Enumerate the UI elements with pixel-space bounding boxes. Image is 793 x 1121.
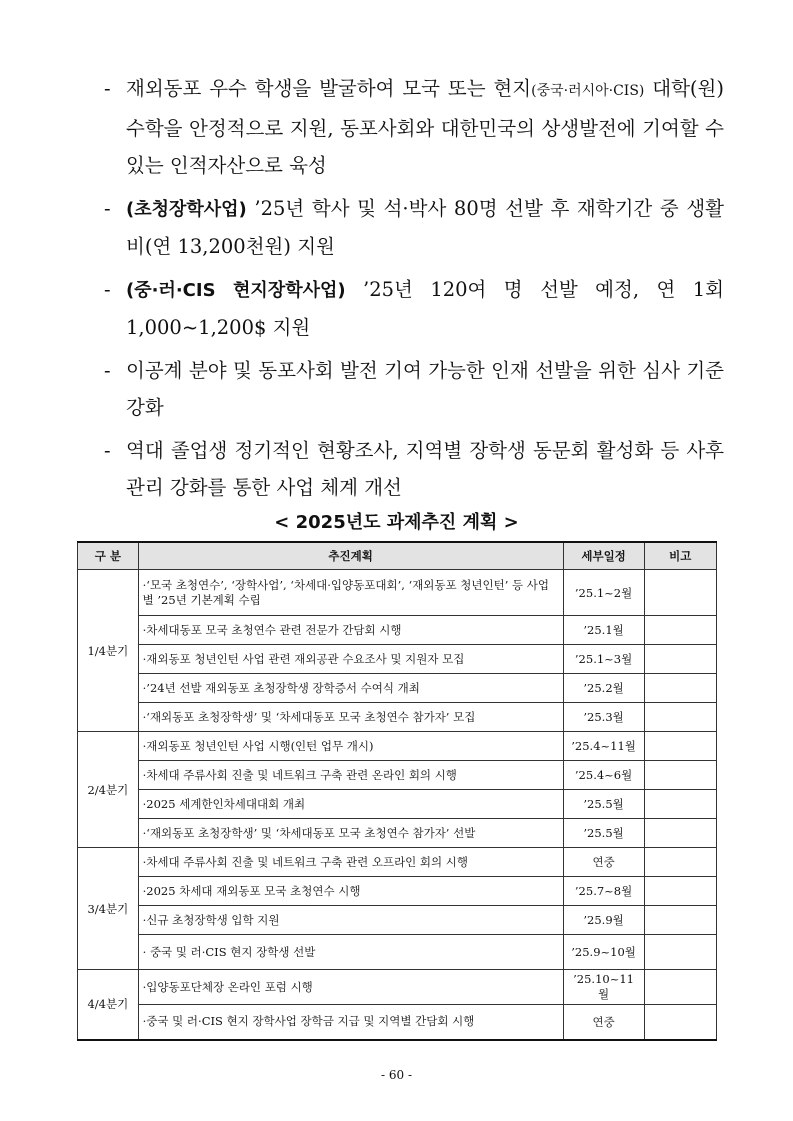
plan-cell: ·차세대 주류사회 진출 및 네트워크 구축 관련 온라인 회의 시행 — [138, 761, 563, 790]
bullet-item — [104, 190, 724, 265]
table-row — [78, 819, 717, 848]
plan-cell: ·‘재외동포 초청장학생’ 및 ‘차세대동포 모국 초청연수 참가자’ 모집 — [138, 703, 563, 732]
bullet-item — [104, 70, 724, 184]
plan-cell: ·재외동포 청년인턴 사업 관련 재외공관 수요조사 및 지원자 모집 — [138, 645, 563, 674]
schedule-cell: ’25.5월 — [563, 819, 644, 848]
note-cell — [644, 790, 716, 819]
bullet-dash: - — [104, 439, 111, 462]
plan-cell: ·중국 및 러·CIS 현지 장학사업 장학금 지급 및 지역별 간담회 시행 — [138, 1005, 563, 1040]
header-quarter: 구 분 — [78, 542, 139, 570]
bullet-dash: - — [104, 359, 111, 382]
bullet-text: ’25년 120여 명 선발 예정, 연 1회 1,000~1,200$ 지원 — [126, 278, 724, 339]
table-row — [78, 616, 717, 645]
table-row — [78, 877, 717, 906]
note-cell — [644, 877, 716, 906]
schedule-cell: ’25.7~8월 — [563, 877, 644, 906]
note-cell — [644, 819, 716, 848]
bullet-dash: - — [104, 77, 111, 100]
table-row — [78, 674, 717, 703]
bullet-lead: (중·러·CIS 현지장학사업) — [126, 280, 346, 301]
note-cell — [644, 645, 716, 674]
plan-cell: ·‘재외동포 초청장학생’ 및 ‘차세대동포 모국 초청연수 참가자’ 선발 — [138, 819, 563, 848]
note-cell — [644, 761, 716, 790]
note-cell — [644, 616, 716, 645]
plan-cell: ·재외동포 청년인턴 사업 시행(인턴 업무 개시) — [138, 732, 563, 761]
schedule-cell: ’25.1~2월 — [563, 570, 644, 616]
quarter-label: 4/4분기 — [78, 970, 139, 1040]
bullet-dash: - — [104, 197, 111, 220]
schedule-cell: ’25.4~11월 — [563, 732, 644, 761]
table-row — [78, 906, 717, 935]
bullet-list — [104, 70, 724, 512]
note-cell — [644, 570, 716, 616]
schedule-cell: ’25.4~6월 — [563, 761, 644, 790]
plan-cell: ·차세대 주류사회 진출 및 네트워크 구축 관련 오프라인 회의 시행 — [138, 848, 563, 877]
schedule-cell: ’25.2월 — [563, 674, 644, 703]
quarter-label: 1/4분기 — [78, 570, 139, 732]
bullet-rest-text: 대학(원) 수학을 안정적으로 지원, 동포사회와 대한민국의 상생발전에 기여할 수 있는 인적자산으로 육성 — [126, 77, 724, 177]
schedule-cell: ’25.9월 — [563, 906, 644, 935]
table-row — [78, 570, 717, 616]
plan-cell: ·2025 세계한인차세대대회 개최 — [138, 790, 563, 819]
plan-cell: ·‘모국 초청연수’, ‘장학사업’, ‘차세대·입양동포대회’, ‘재외동포 청년인턴’ 등 사업별 ’25년 기본계획 수립 — [138, 570, 563, 616]
bullet-text: 이공계 분야 및 동포사회 발전 기여 가능한 인재 선발을 위한 심사 기준 강화 — [126, 359, 724, 419]
note-cell — [644, 703, 716, 732]
note-cell — [644, 1005, 716, 1040]
header-plan: 추진계획 — [138, 542, 563, 570]
table-row — [78, 645, 717, 674]
table-row — [78, 1005, 717, 1040]
note-cell — [644, 935, 716, 970]
table-row — [78, 790, 717, 819]
table-row — [78, 848, 717, 877]
schedule-cell: ’25.9~10월 — [563, 935, 644, 970]
quarter-label: 3/4분기 — [78, 848, 139, 970]
schedule-cell: ’25.3월 — [563, 703, 644, 732]
table-title: < 2025년도 과제추진 계획 > — [274, 512, 519, 533]
plan-cell: ·차세대동포 모국 초청연수 관련 전문가 간담회 시행 — [138, 616, 563, 645]
schedule-cell: 연중 — [563, 848, 644, 877]
quarter-label: 2/4분기 — [78, 732, 139, 848]
table-row — [78, 970, 717, 1005]
plan-cell: ·’24년 선발 재외동포 초청장학생 장학증서 수여식 개최 — [138, 674, 563, 703]
note-cell — [644, 732, 716, 761]
plan-cell: ·2025 차세대 재외동포 모국 초청연수 시행 — [138, 877, 563, 906]
bullet-text: ’25년 학사 및 석·박사 80명 선발 후 재학기간 중 생활비(연 13,200천원) 지원 — [126, 197, 724, 258]
bullet-text: 재외동포 우수 학생을 발굴하여 모국 또는 현지 — [126, 77, 532, 100]
plan-table — [77, 541, 717, 1041]
bullet-dash: - — [104, 278, 111, 301]
bullet-text: 역대 졸업생 정기적인 현황조사, 지역별 장학생 동문회 활성화 등 사후관리 강화를 통한 사업 체계 개선 — [126, 439, 724, 499]
schedule-cell: ’25.1월 — [563, 616, 644, 645]
bullet-item — [104, 271, 724, 346]
table-row — [78, 935, 717, 970]
plan-cell: ·신규 초청장학생 입학 지원 — [138, 906, 563, 935]
bullet-item — [104, 432, 724, 506]
plan-cell: · 중국 및 러·CIS 현지 장학생 선발 — [138, 935, 563, 970]
header-note: 비고 — [644, 542, 716, 570]
schedule-cell: 연중 — [563, 1005, 644, 1040]
table-row — [78, 761, 717, 790]
note-cell — [644, 848, 716, 877]
table-row — [78, 703, 717, 732]
bullet-item — [104, 352, 724, 426]
plan-cell: ·입양동포단체장 온라인 포럼 시행 — [138, 970, 563, 1005]
note-cell — [644, 970, 716, 1005]
note-cell — [644, 906, 716, 935]
page-number: - 60 - — [380, 1068, 412, 1082]
table-row — [78, 732, 717, 761]
schedule-cell: ’25.5월 — [563, 790, 644, 819]
bullet-small-text: (중국·러시아·CIS) — [531, 83, 645, 99]
schedule-cell: ’25.10~11월 — [563, 970, 644, 1005]
schedule-cell: ’25.1~3월 — [563, 645, 644, 674]
header-schedule: 세부일정 — [563, 542, 644, 570]
note-cell — [644, 674, 716, 703]
bullet-lead: (초청장학사업) — [126, 199, 247, 220]
